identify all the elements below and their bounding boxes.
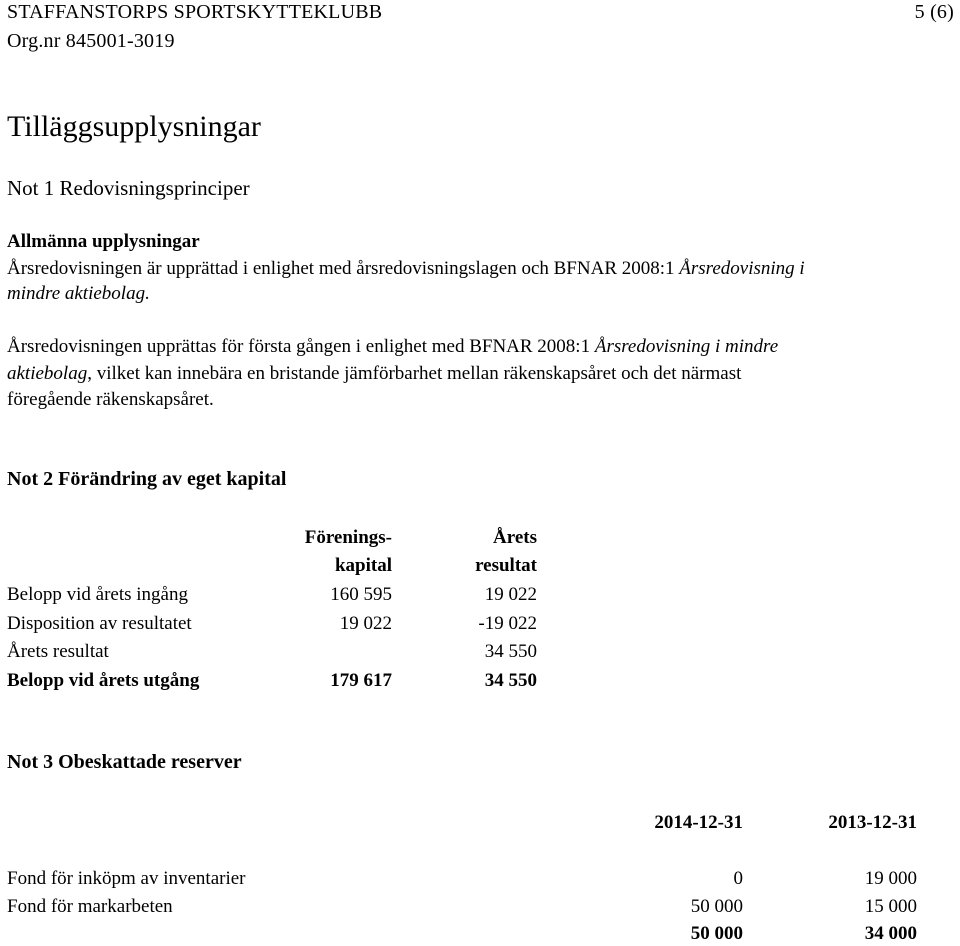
note1-paragraph2-italic1: Årsredovisning i mindre (594, 336, 779, 357)
note3-row-col1: 50 000 (690, 896, 743, 917)
note2-col2-header-line1: Årets (493, 527, 537, 548)
note1-paragraph1-line1 (7, 256, 805, 282)
note2-total-label: Belopp vid årets utgång (7, 670, 200, 691)
note2-row-label: Belopp vid årets ingång (7, 584, 188, 605)
note3-col1-header: 2014-12-31 (654, 812, 743, 833)
note2-heading: Not 2 Förändring av eget kapital (7, 468, 287, 490)
note3-total-col1: 50 000 (690, 923, 743, 944)
note3-row-col1: 0 (733, 868, 743, 889)
note2-row-label: Disposition av resultatet (7, 613, 192, 634)
note3-col2-header: 2013-12-31 (828, 812, 917, 833)
note1-paragraph2-line2 (7, 361, 741, 387)
note2-total-col1: 179 617 (330, 670, 392, 691)
note2-row-col2: 34 550 (484, 641, 537, 662)
note2-row-col1: 160 595 (330, 584, 392, 605)
note2-row-col1: 19 022 (339, 613, 392, 634)
note1-heading: Not 1 Redovisningsprinciper (7, 176, 250, 200)
org-number: Org.nr 845001-3019 (7, 30, 175, 52)
note2-col2-header-line2: resultat (475, 555, 537, 576)
note2-total-col2: 34 550 (484, 670, 537, 691)
note3-row-col2: 19 000 (864, 868, 917, 889)
note2-col1-header-line1: Förenings- (304, 527, 392, 548)
note1-paragraph2-italic2: aktiebolag (7, 363, 88, 384)
note1-paragraph1-text: Årsredovisningen är upprättad i enlighet med årsredovisningslagen och BFNAR 2008:1 (7, 258, 680, 279)
club-name: STAFFANSTORPS SPORTSKYTTEKLUBB (7, 1, 383, 23)
note1-paragraph1-italic-b: mindre aktiebolag. (7, 283, 150, 304)
note1-paragraph2-line3: föregående räkenskapsåret. (7, 389, 214, 410)
note2-row-label: Årets resultat (7, 641, 109, 662)
note2-col1-header-line2: kapital (334, 555, 392, 576)
note1-paragraph2-line1 (7, 334, 778, 360)
note1-subheading: Allmänna upplysningar (7, 231, 200, 252)
note1-paragraph1-italic-a: Årsredovisning i (679, 258, 805, 279)
note2-row-col2: 19 022 (484, 584, 537, 605)
note3-row-col2: 15 000 (864, 896, 917, 917)
note1-paragraph2-text2: , vilket kan innebära en bristande jämförbarhet mellan räkenskapsåret och det närmast (87, 363, 742, 384)
note3-row-label: Fond för inköpm av inventarier (7, 868, 246, 889)
note3-row-label: Fond för markarbeten (7, 896, 173, 917)
note3-heading: Not 3 Obeskattade reserver (7, 751, 242, 773)
note1-paragraph1-line2 (7, 281, 150, 307)
page-number: 5 (6) (914, 1, 954, 23)
page-title: Tilläggsupplysningar (7, 110, 261, 143)
note3-total-col2: 34 000 (864, 923, 917, 944)
note2-row-col2: -19 022 (478, 613, 537, 634)
note1-paragraph2-text1: Årsredovisningen upprättas för första gången i enlighet med BFNAR 2008:1 (7, 336, 595, 357)
